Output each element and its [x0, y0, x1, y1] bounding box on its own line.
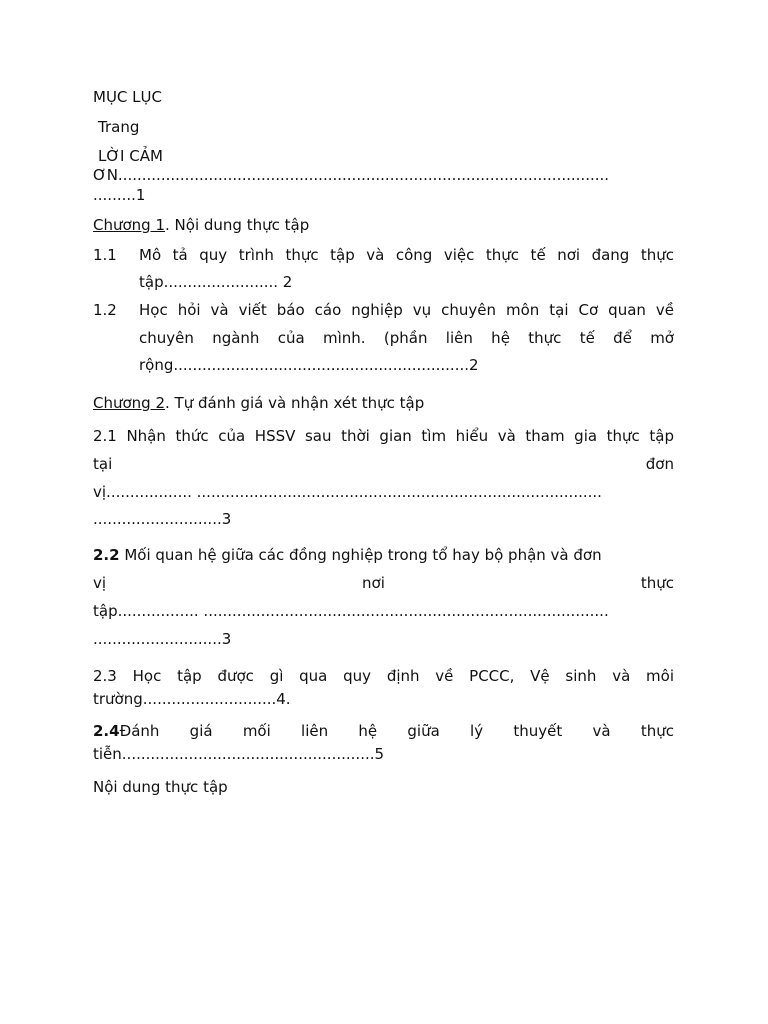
- page-column-label: Trang: [98, 118, 140, 136]
- item-2-4-number: 2.4: [93, 722, 120, 740]
- toc-title: MỤC LỤC: [93, 88, 162, 106]
- item-2-2-line2: vị nơi thực: [93, 574, 674, 592]
- item-2-1-line2: tại đơn: [93, 455, 674, 473]
- footer-heading: Nội dung thực tập: [93, 778, 228, 796]
- chapter1-label: Chương 1: [93, 216, 166, 234]
- item-2-2-number: 2.2: [93, 546, 120, 564]
- item-2-2-line3: tập................. .....................................................................................: [93, 602, 609, 620]
- chapter2-title: . Tự đánh giá và nhận xét thực tập: [165, 394, 425, 412]
- item-1-1-line2: tập........................ 2: [139, 273, 293, 291]
- loi-cam-on-line1: LỜI CẢM: [98, 147, 163, 165]
- item-2-4-text: Đánh giá mối liên hệ giữa lý thuyết và thực: [119, 722, 674, 740]
- item-1-1-line1: Mô tả quy trình thực tập và công việc thực tế nơi đang thực: [139, 246, 674, 264]
- item-2-1-line3: vị.................. .....................................................................................: [93, 483, 602, 501]
- item-2-3-line1: 2.3 Học tập được gì qua quy định về PCCC, Vệ sinh và môi: [93, 667, 674, 685]
- item-1-2-line1: Học hỏi và viết báo cáo nghiệp vụ chuyên môn tại Cơ quan về: [139, 301, 674, 319]
- chapter1-heading: [93, 216, 309, 234]
- item-1-2-line3: rộng..............................................................2: [139, 356, 479, 374]
- item-2-3-line2: trường............................4.: [93, 690, 291, 708]
- chapter2-heading: [93, 394, 424, 412]
- item-1-2-number: 1.2: [93, 301, 117, 319]
- loi-cam-on-line2: ƠN.......................................................................................................: [93, 166, 610, 184]
- item-2-4-line2: tiễn.....................................................5: [93, 745, 385, 763]
- chapter2-label: Chương 2: [93, 394, 166, 412]
- item-2-1-line4: ...........................3: [93, 510, 232, 528]
- item-1-1-number: 1.1: [93, 246, 117, 264]
- item-2-4-line1: [93, 722, 674, 740]
- item-1-2-line2: chuyên ngành của mình. (phần liên hệ thực tế để mở: [139, 329, 674, 347]
- item-2-1-line1: 2.1 Nhận thức của HSSV sau thời gian tìm hiểu và tham gia thực tập: [93, 427, 674, 445]
- loi-cam-on-line3: .........1: [93, 186, 146, 204]
- item-2-2-text: Mối quan hệ giữa các đồng nghiệp trong tổ hay bộ phận và đơn: [119, 546, 602, 564]
- item-2-2-line1: [93, 546, 602, 564]
- chapter1-title: . Nội dung thực tập: [165, 216, 310, 234]
- item-2-2-line4: ...........................3: [93, 630, 232, 648]
